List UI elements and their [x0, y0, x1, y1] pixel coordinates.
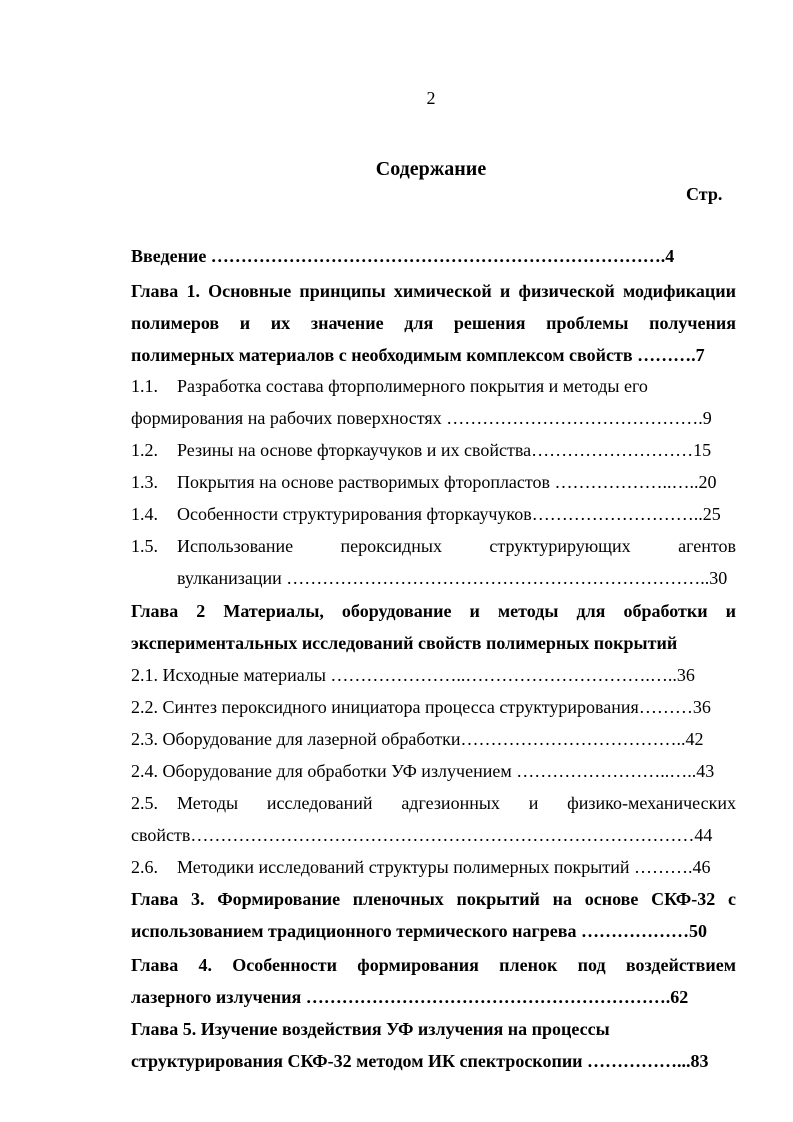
- toc-section-1-3: [131, 471, 736, 493]
- toc-chapter-1-line-3: полимерных материалов с необходимым комплексом свойств ……….7: [131, 345, 705, 365]
- toc-section-2-2: 2.2. Синтез пероксидного инициатора процесса структурирования………36: [131, 697, 711, 717]
- page-number: 2: [426, 88, 436, 108]
- toc-chapter-2-line-1: Глава 2 Материалы, оборудование и методы для обработки и: [131, 601, 736, 621]
- section-title: Особенности структурирования фторкаучуков………………………..25: [177, 504, 721, 524]
- section-number: 1.4.: [131, 504, 158, 524]
- page-column-label: Стр.: [686, 184, 723, 204]
- toc-section-1-2: [131, 439, 736, 461]
- section-number: 1.3.: [131, 472, 158, 492]
- toc-section-2-5: [131, 792, 736, 814]
- section-title: Использование пероксидных структурирующих агентов: [177, 536, 736, 556]
- toc-section-2-3: 2.3. Оборудование для лазерной обработки………………………………..42: [131, 729, 704, 749]
- toc-chapter-4-line-2: лазерного излучения …………………………………………………….62: [131, 987, 689, 1007]
- section-number: 1.5.: [131, 536, 158, 556]
- section-title: Резины на основе фторкаучуков и их свойства………………………15: [177, 440, 712, 460]
- section-title: Разработка состава фторполимерного покрытия и методы его: [177, 376, 648, 396]
- toc-section-2-4: 2.4. Оборудование для обработки УФ излучением ……………………..…..43: [131, 761, 715, 781]
- toc-section-1-5-cont: вулканизации ……………………………………………………………..30: [177, 568, 728, 588]
- section-number: 2.5.: [131, 793, 158, 813]
- toc-chapter-1-line-2: полимеров и их значение для решения проблемы получения: [131, 313, 736, 333]
- toc-section-2-6: [131, 856, 736, 878]
- toc-entry-intro: Введение ………………………………………………………………….4: [131, 246, 675, 266]
- section-title: Методики исследований структуры полимерных покрытий ……….46: [177, 857, 711, 877]
- section-number: 2.6.: [131, 857, 158, 877]
- toc-section-1-1-cont: формирования на рабочих поверхностях …………………………………….9: [131, 408, 712, 428]
- section-title: Покрытия на основе растворимых фторопластов ………………..…..20: [177, 472, 717, 492]
- toc-chapter-1-line-1: Глава 1. Основные принципы химической и физической модификации: [131, 281, 736, 301]
- toc-chapter-2-line-2: экспериментальных исследований свойств полимерных покрытий: [131, 633, 678, 653]
- toc-section-1-4: [131, 503, 736, 525]
- toc-chapter-5-line-2: структурирования СКФ-32 методом ИК спектроскопии ……………...83: [131, 1051, 709, 1071]
- page-title: Содержание: [375, 158, 487, 180]
- toc-section-1-5: [131, 535, 736, 557]
- toc-section-2-5-cont: свойств…………………………………………………………………………44: [131, 825, 713, 845]
- toc-section-2-1: 2.1. Исходные материалы …………………..………………………….…..36: [131, 665, 695, 685]
- toc-chapter-3-line-1: Глава 3. Формирование пленочных покрытий на основе СКФ-32 с: [131, 889, 736, 909]
- toc-section-1-1: [131, 375, 736, 397]
- toc-chapter-3-line-2: использованием традиционного термического нагрева ………………50: [131, 921, 707, 941]
- section-title: Методы исследований адгезионных и физико-механических: [177, 793, 736, 813]
- toc-chapter-5-line-1: Глава 5. Изучение воздействия УФ излучения на процессы: [131, 1019, 610, 1039]
- section-number: 1.1.: [131, 376, 158, 396]
- section-number: 1.2.: [131, 440, 158, 460]
- toc-chapter-4-line-1: Глава 4. Особенности формирования пленок под воздействием: [131, 955, 736, 975]
